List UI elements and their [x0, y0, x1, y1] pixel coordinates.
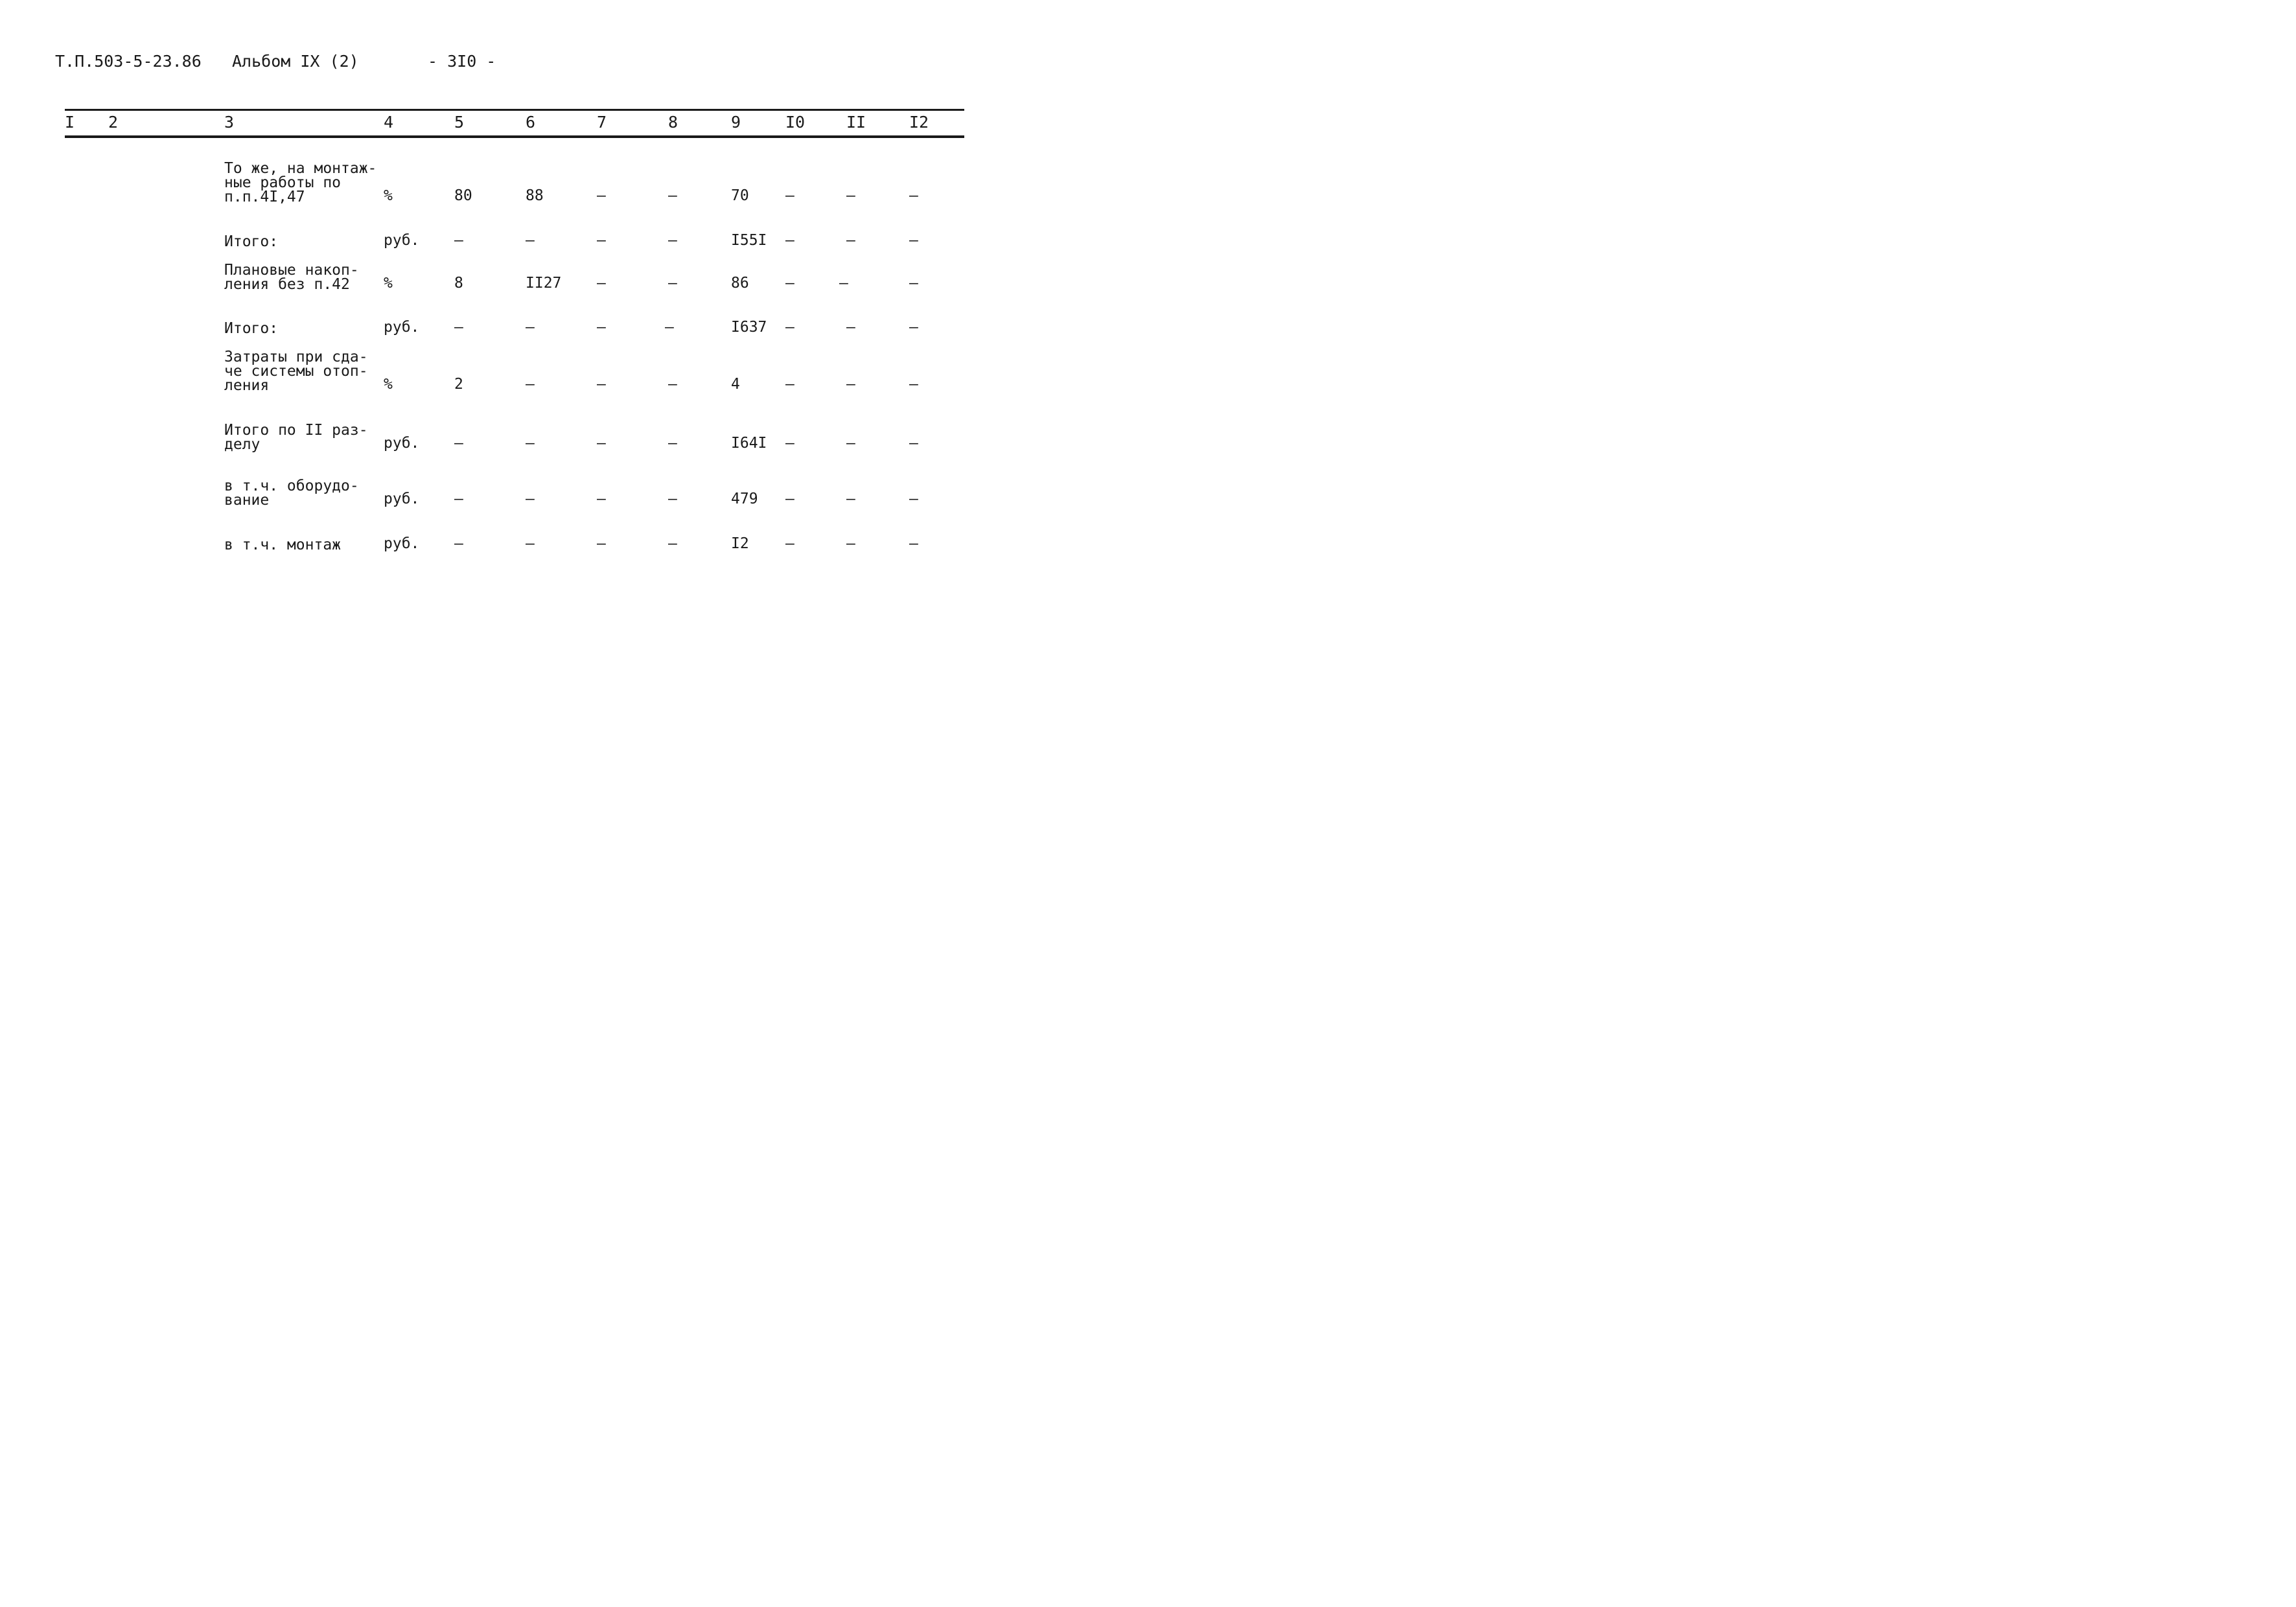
col5-cell: –	[454, 491, 463, 507]
col8-cell: –	[668, 491, 677, 507]
col5-cell: –	[454, 435, 463, 452]
column-number-3: 3	[224, 113, 235, 132]
row-description: Итого:	[224, 320, 279, 337]
row-description: То же, на монтаж- ные работы по п.п.4I,47	[224, 160, 377, 205]
page-number: - 3I0 -	[428, 52, 496, 71]
col12-cell: –	[909, 376, 918, 393]
col5-cell: 80	[454, 187, 472, 204]
col7-cell: –	[597, 376, 606, 393]
col5-cell: –	[454, 319, 463, 336]
col5-cell: –	[454, 535, 463, 552]
col10-cell: –	[785, 275, 794, 292]
column-number-8: 8	[668, 113, 678, 132]
col9-cell: I64I	[731, 435, 767, 452]
unit-cell: руб.	[384, 232, 420, 249]
col11-cell: –	[846, 376, 855, 393]
col5-cell: –	[454, 232, 463, 249]
col12-cell: –	[909, 187, 918, 204]
col6-cell: –	[526, 535, 535, 552]
col9-cell: I2	[731, 535, 749, 552]
column-number-5: 5	[454, 113, 465, 132]
col6-cell: 88	[526, 187, 544, 204]
table-top-rule	[65, 109, 964, 111]
col10-cell: –	[785, 232, 794, 249]
col11-cell: –	[846, 435, 855, 452]
column-number-11: II	[846, 113, 866, 132]
col8-cell: –	[668, 376, 677, 393]
col11-cell: –	[846, 187, 855, 204]
row-description: в т.ч. оборудо- вание	[224, 478, 359, 509]
row-description: Итого:	[224, 233, 279, 250]
col6-cell: II27	[526, 275, 562, 292]
col11-cell: –	[846, 232, 855, 249]
row-description: в т.ч. монтаж	[224, 537, 342, 553]
col6-cell: –	[526, 435, 535, 452]
col12-cell: –	[909, 491, 918, 507]
col11-cell: –	[839, 275, 848, 292]
unit-cell: %	[384, 275, 393, 292]
column-number-10: I0	[785, 113, 806, 132]
col12-cell: –	[909, 319, 918, 336]
col10-cell: –	[785, 187, 794, 204]
column-number-4: 4	[384, 113, 394, 132]
col11-cell: –	[846, 491, 855, 507]
col7-cell: –	[597, 232, 606, 249]
document-code: Т.П.503-5-23.86	[55, 52, 202, 71]
column-number-2: 2	[108, 113, 119, 132]
col12-cell: –	[909, 535, 918, 552]
unit-cell: руб.	[384, 319, 420, 336]
album-label: Альбом IX (2)	[232, 52, 359, 71]
col12-cell: –	[909, 435, 918, 452]
unit-cell: руб.	[384, 491, 420, 507]
col7-cell: –	[597, 491, 606, 507]
col9-cell: 86	[731, 275, 749, 292]
col5-cell: 2	[454, 376, 463, 393]
col7-cell: –	[597, 275, 606, 292]
col9-cell: I637	[731, 319, 767, 336]
col9-cell: 4	[731, 376, 740, 393]
col6-cell: –	[526, 491, 535, 507]
col6-cell: –	[526, 376, 535, 393]
col8-cell: –	[668, 435, 677, 452]
col12-cell: –	[909, 232, 918, 249]
table-header-rule	[65, 135, 964, 138]
col7-cell: –	[597, 187, 606, 204]
col9-cell: 70	[731, 187, 749, 204]
col8-cell: –	[668, 232, 677, 249]
col12-cell: –	[909, 275, 918, 292]
col8-cell: –	[668, 275, 677, 292]
unit-cell: руб.	[384, 435, 420, 452]
row-description: Затраты при сда- че системы отоп- ления	[224, 349, 368, 394]
col8-cell: –	[665, 319, 674, 336]
col11-cell: –	[846, 535, 855, 552]
col8-cell: –	[668, 187, 677, 204]
col6-cell: –	[526, 319, 535, 336]
col10-cell: –	[785, 376, 794, 393]
column-number-12: I2	[909, 113, 929, 132]
col10-cell: –	[785, 535, 794, 552]
unit-cell: %	[384, 376, 393, 393]
col7-cell: –	[597, 435, 606, 452]
col9-cell: 479	[731, 491, 758, 507]
col8-cell: –	[668, 535, 677, 552]
column-number-9: 9	[731, 113, 741, 132]
row-description: Итого по II раз- делу	[224, 422, 368, 453]
column-number-6: 6	[526, 113, 536, 132]
col5-cell: 8	[454, 275, 463, 292]
unit-cell: руб.	[384, 535, 420, 552]
unit-cell: %	[384, 187, 393, 204]
column-number-1: I	[65, 113, 75, 132]
col11-cell: –	[846, 319, 855, 336]
col10-cell: –	[785, 435, 794, 452]
col9-cell: I55I	[731, 232, 767, 249]
col6-cell: –	[526, 232, 535, 249]
row-description: Плановые накоп- ления без п.42	[224, 262, 359, 293]
col7-cell: –	[597, 319, 606, 336]
col10-cell: –	[785, 491, 794, 507]
col10-cell: –	[785, 319, 794, 336]
col7-cell: –	[597, 535, 606, 552]
column-number-7: 7	[597, 113, 607, 132]
